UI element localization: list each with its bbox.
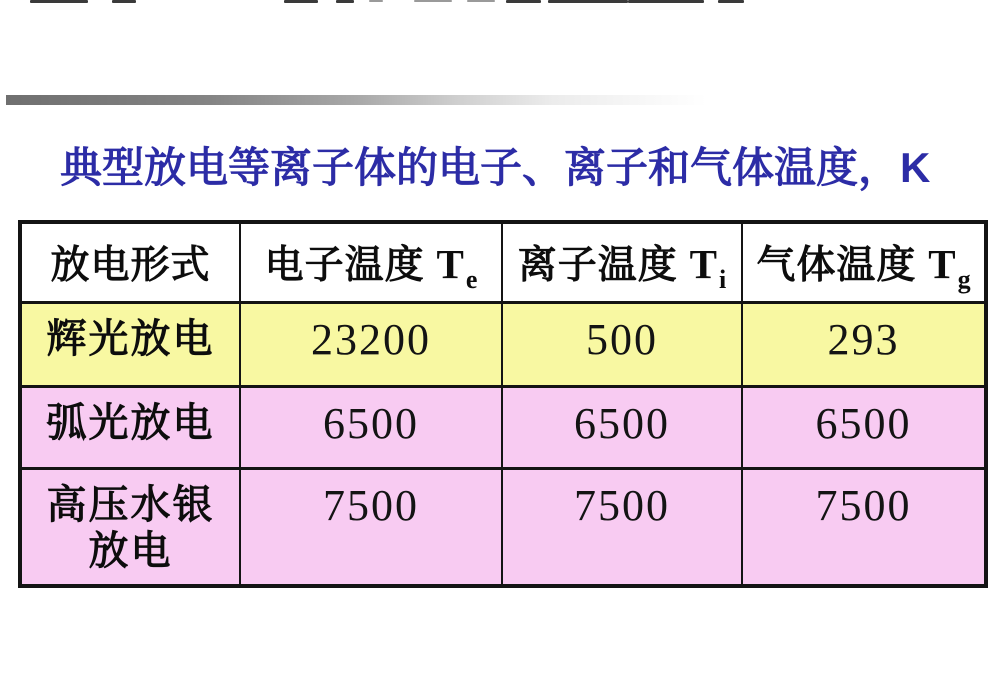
col-header-label: 离子温度	[517, 244, 678, 288]
divider-gradient-bar	[6, 95, 736, 105]
col-header-discharge-form	[20, 222, 240, 302]
temperature-subscript: i	[718, 265, 728, 295]
clipped-text-top-edge	[0, 0, 999, 6]
cell-gas-temp: 293	[742, 302, 986, 386]
col-header-ion-temperature	[502, 222, 742, 302]
temperature-subscript: e	[465, 265, 479, 295]
table-row-glow-discharge	[20, 302, 986, 386]
row-label: 辉光放电	[20, 302, 240, 386]
col-header-label: 放电形式	[50, 244, 211, 288]
col-header-gas-temperature	[742, 222, 986, 302]
slide-title: 典型放电等离子体的电子、离子和气体温度，K	[60, 144, 931, 191]
cell-electron-temp: 6500	[240, 386, 502, 468]
cell-gas-temp: 6500	[742, 386, 986, 468]
cell-electron-temp: 7500	[240, 468, 502, 586]
temperature-symbol: T	[436, 241, 465, 288]
temperature-subscript: g	[957, 265, 972, 295]
table-header-row	[20, 222, 986, 302]
temperature-symbol: T	[928, 241, 957, 288]
cell-electron-temp: 23200	[240, 302, 502, 386]
table-row-mercury-discharge	[20, 468, 986, 586]
temperature-symbol: T	[689, 241, 718, 288]
discharge-temperature-table	[18, 220, 988, 588]
row-label: 高压水银放电	[20, 468, 240, 586]
cell-gas-temp: 7500	[742, 468, 986, 586]
row-label: 弧光放电	[20, 386, 240, 468]
table-row-arc-discharge	[20, 386, 986, 468]
cell-ion-temp: 7500	[502, 468, 742, 586]
col-header-label: 电子温度	[264, 244, 425, 288]
cell-ion-temp: 500	[502, 302, 742, 386]
cell-ion-temp: 6500	[502, 386, 742, 468]
col-header-electron-temperature	[240, 222, 502, 302]
col-header-label: 气体温度	[756, 244, 917, 288]
